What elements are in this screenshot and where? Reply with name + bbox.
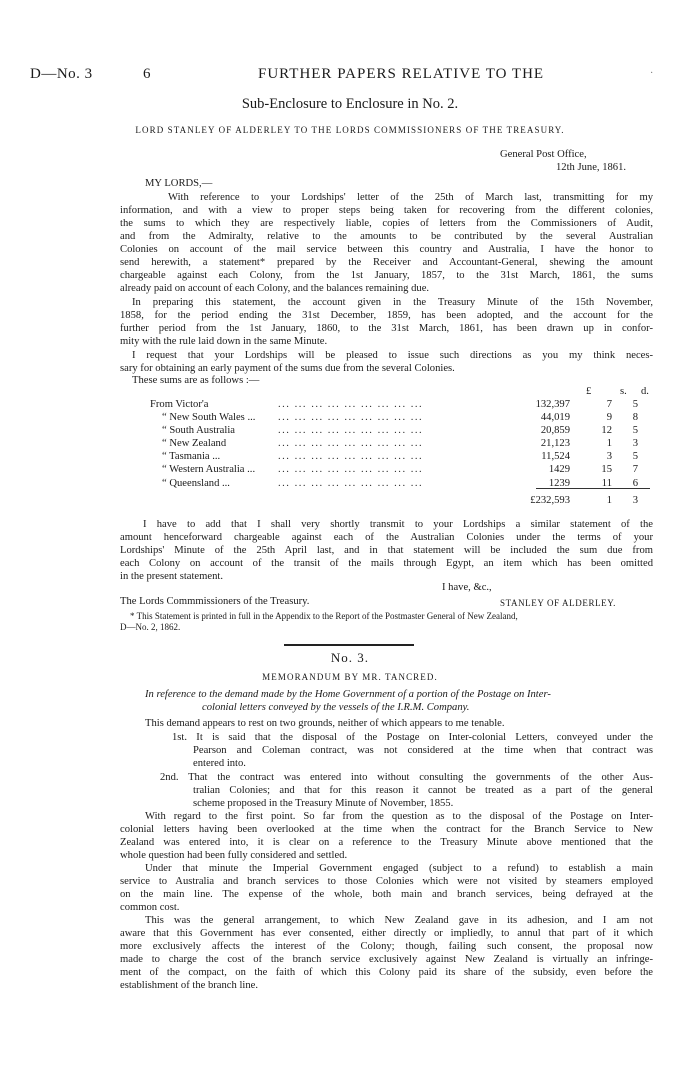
pounds-symbol: £	[586, 386, 592, 397]
corner-mark: ·	[650, 68, 654, 79]
point2-line: scheme proposed in the Treasury Minute of November, 1855.	[193, 798, 454, 809]
para-c-line: more exclusively affects the interest of the Colony; though, failing such consent, the proposal now	[120, 941, 653, 952]
para1-line: information, and with a view to proper steps being taken for recovering from the different colonies,	[120, 205, 653, 216]
sub-enclosure-heading: Sub-Enclosure to Enclosure in No. 2.	[241, 96, 459, 112]
para1-line: and from the Admiralty, relative to the amounts to be contributed by the several Australian	[120, 231, 653, 242]
para-a-line: colonial letters having been overlooked at the time when the contract for the Branch Service to New	[120, 824, 653, 835]
colony-name: “ South Australia	[162, 425, 235, 437]
para-c-line: made to charge the cost of the branch service exclusively against New Zealand is virtually an infringe-	[120, 954, 653, 965]
para-b-line: service to Australia and branch services to those Colonies which were not visited by steamers employed	[120, 876, 653, 887]
point2-line: 2nd. That the contract was entered into without consulting the governments of the other Aus-	[160, 772, 653, 783]
shillings-symbol: s.	[620, 386, 627, 397]
point2-line: tralian Colonies; and that for this reason it cannot be treated as a part of the general	[193, 785, 653, 796]
para5-line: amount henceforward chargeable against each of the Australian Colonies under the terms of your	[120, 532, 653, 543]
memorandum-title: MEMORANDUM BY MR. TANCRED.	[262, 672, 438, 682]
pounds-value: 1239	[548, 477, 570, 489]
address-line-1: General Post Office,	[500, 149, 587, 160]
para-a-line: With regard to the first point. So far from the question as to the disposal of the Postage on Inter-	[145, 811, 653, 822]
pounds-value: 21,123	[540, 438, 570, 450]
running-title: FURTHER PAPERS RELATIVE TO THE	[258, 66, 545, 82]
table-row	[150, 425, 650, 438]
table-row	[150, 451, 650, 464]
table-row	[150, 412, 650, 425]
shillings-value: 15	[601, 464, 612, 476]
colony-name: “ Western Australia ...	[162, 464, 256, 476]
para2-line: In preparing this statement, the account given in the Treasury Minute of the 15th November,	[132, 297, 653, 308]
pounds-value: 1429	[548, 464, 570, 476]
pounds-value: 20,859	[540, 425, 570, 437]
para1-line: the sums to which they are respectively liable, copies of letters from the Commissioners of Audit,	[120, 218, 653, 229]
pounds-value: 44,019	[540, 412, 570, 424]
pence-value: 5	[632, 451, 638, 463]
shillings-value: 12	[601, 425, 612, 437]
colony-name: “ Queensland ...	[162, 477, 230, 489]
currency-header	[0, 386, 650, 399]
table-row	[150, 399, 650, 412]
para5-line: I have to add that I shall very shortly transmit to your Lordships a similar statement of the	[143, 519, 653, 530]
point1-line: 1st. It is said that the disposal of the Postage on Inter-colonial Letters, conveyed under the	[172, 732, 653, 743]
para3-line: sary for obtaining an early payment of the sums due from the several Colonies.	[120, 363, 455, 374]
para4-intro: These sums are as follows :—	[132, 375, 260, 386]
subject-line-2: colonial letters conveyed by the vessels of the I.R.M. Company.	[202, 702, 470, 713]
dot-leader: ... ... ... ... ... ... ... ... ...	[278, 451, 424, 463]
total-shillings: 1	[606, 495, 612, 506]
subject-line-1: In reference to the demand made by the Home Government of a portion of the Postage on Inter-	[145, 689, 551, 700]
para-a-line: whole question had been fully considered and settled.	[120, 850, 348, 861]
para-b-line: common cost.	[120, 902, 180, 913]
para2-line: 1858, for the period ending the 31st December, 1859, has been adopted, and the account for the	[120, 310, 653, 321]
footnote-line-1: * This Statement is printed in full in the Appendix to the Report of the Postmaster General of New Zealand,	[130, 611, 518, 621]
point1-line: entered into.	[193, 758, 246, 769]
pounds-value: 132,397	[535, 399, 570, 410]
para1-line: send herewith, a statement* prepared by the Receiver and Accountant-General, shewing the amount	[120, 257, 653, 268]
para2-line: mity with the rule laid down in the same Minute.	[120, 336, 328, 347]
signature: STANLEY OF ALDERLEY.	[500, 598, 617, 608]
dot-leader: ... ... ... ... ... ... ... ... ...	[278, 399, 424, 410]
pence-value: 7	[632, 464, 638, 476]
addressee: The Lords Commmissioners of the Treasury.	[120, 596, 310, 607]
shillings-value: 11	[601, 477, 612, 489]
pence-value: 5	[632, 425, 638, 437]
para5-line: each Colony on account of the transit of the mails through Egypt, an item which has been omitted	[120, 558, 653, 569]
dot-leader: ... ... ... ... ... ... ... ... ...	[278, 425, 424, 437]
letter-from-to: LORD STANLEY OF ALDERLEY TO THE LORDS COMMISSIONERS OF THE TREASURY.	[135, 125, 565, 135]
para5-line: Lordships' Minute of the 25th April last, and in that statement will be included the sum due from	[120, 545, 653, 556]
pounds-value: 11,524	[541, 451, 570, 463]
colony-name: “ Tasmania ...	[162, 451, 221, 463]
para1-line: With reference to your Lordships' letter of the 25th of March last, transmitting for my	[168, 192, 653, 203]
para1-line: Colonies on account of the mail service between this country and Australia, I have the honor to	[120, 244, 653, 255]
point1-line: Pearson and Coleman contract, was not considered at the time when that contract was	[193, 745, 653, 756]
pence-value: 3	[632, 438, 638, 450]
para-c-line: This was the general arrangement, to which New Zealand gave in its adhesion, and I am not	[145, 915, 653, 926]
dot-leader: ... ... ... ... ... ... ... ... ...	[278, 477, 424, 489]
dot-leader: ... ... ... ... ... ... ... ... ...	[278, 412, 424, 424]
page-number: 6	[143, 66, 151, 82]
closing: I have, &c.,	[442, 582, 492, 593]
para3-line: I request that your Lordships will be pleased to issue such directions as you my think neces-	[132, 350, 653, 361]
section-divider	[284, 644, 414, 646]
pence-value: 8	[632, 412, 638, 424]
para-b-line: on the main line. The expense of the whole, both main and branch services, being defrayed at the	[120, 889, 653, 900]
footnote-line-2: D—No. 2, 1862.	[120, 622, 181, 632]
colony-name: From Victor'a	[150, 399, 209, 410]
para-b-line: Under that minute the Imperial Government engaged (subject to a refund) to establish a main	[145, 863, 653, 874]
para-c-line: aware that this Government has ever consented, either directly or impliedly, to annul that part of it which	[120, 928, 653, 939]
para5-line: in the present statement.	[120, 571, 223, 582]
shillings-value: 3	[606, 451, 612, 463]
shillings-value: 7	[606, 399, 612, 410]
colony-name: “ New South Wales ...	[162, 412, 256, 424]
para1-line: chargeable against each Colony, from the 1st January, 1857, to the 31st March, 1861, the sums	[120, 270, 653, 281]
para-c-line: ment of the compact, on the faith of which this Colony paid its share of the subsidy, even before the	[120, 967, 653, 978]
para1-line: already paid on account of each Colony, and the balances remaining due.	[120, 283, 430, 294]
document-reference: D—No. 3	[30, 66, 93, 82]
salutation: MY LORDS,—	[145, 178, 213, 189]
pence-value: 6	[632, 477, 638, 489]
section-heading-no3: No. 3.	[330, 650, 370, 665]
total-pence: 3	[632, 495, 638, 506]
colony-sums-table	[150, 399, 650, 491]
pence-value: 5	[632, 399, 638, 410]
para-c-line: establishment of the branch line.	[120, 980, 258, 991]
table-row	[150, 464, 650, 477]
total-pounds: £232,593	[530, 495, 570, 506]
pence-symbol: d.	[641, 386, 649, 397]
dot-leader: ... ... ... ... ... ... ... ... ...	[278, 438, 424, 450]
shillings-value: 1	[606, 438, 612, 450]
table-row	[150, 438, 650, 451]
para-a-line: Zealand was entered into, it is clear on a reference to the Treasury Minute above mentioned that the	[120, 837, 653, 848]
memo-intro: This demand appears to rest on two grounds, neither of which appears to me tenable.	[145, 718, 505, 729]
total-rule	[536, 488, 650, 489]
total-row	[150, 495, 650, 508]
address-line-2: 12th June, 1861.	[556, 162, 627, 173]
shillings-value: 9	[606, 412, 612, 424]
dot-leader: ... ... ... ... ... ... ... ... ...	[278, 464, 424, 476]
colony-name: “ New Zealand	[162, 438, 227, 450]
para2-line: further period from the 1st January, 1860, to the 31st March, 1861, has been drawn up in confor-	[120, 323, 653, 334]
